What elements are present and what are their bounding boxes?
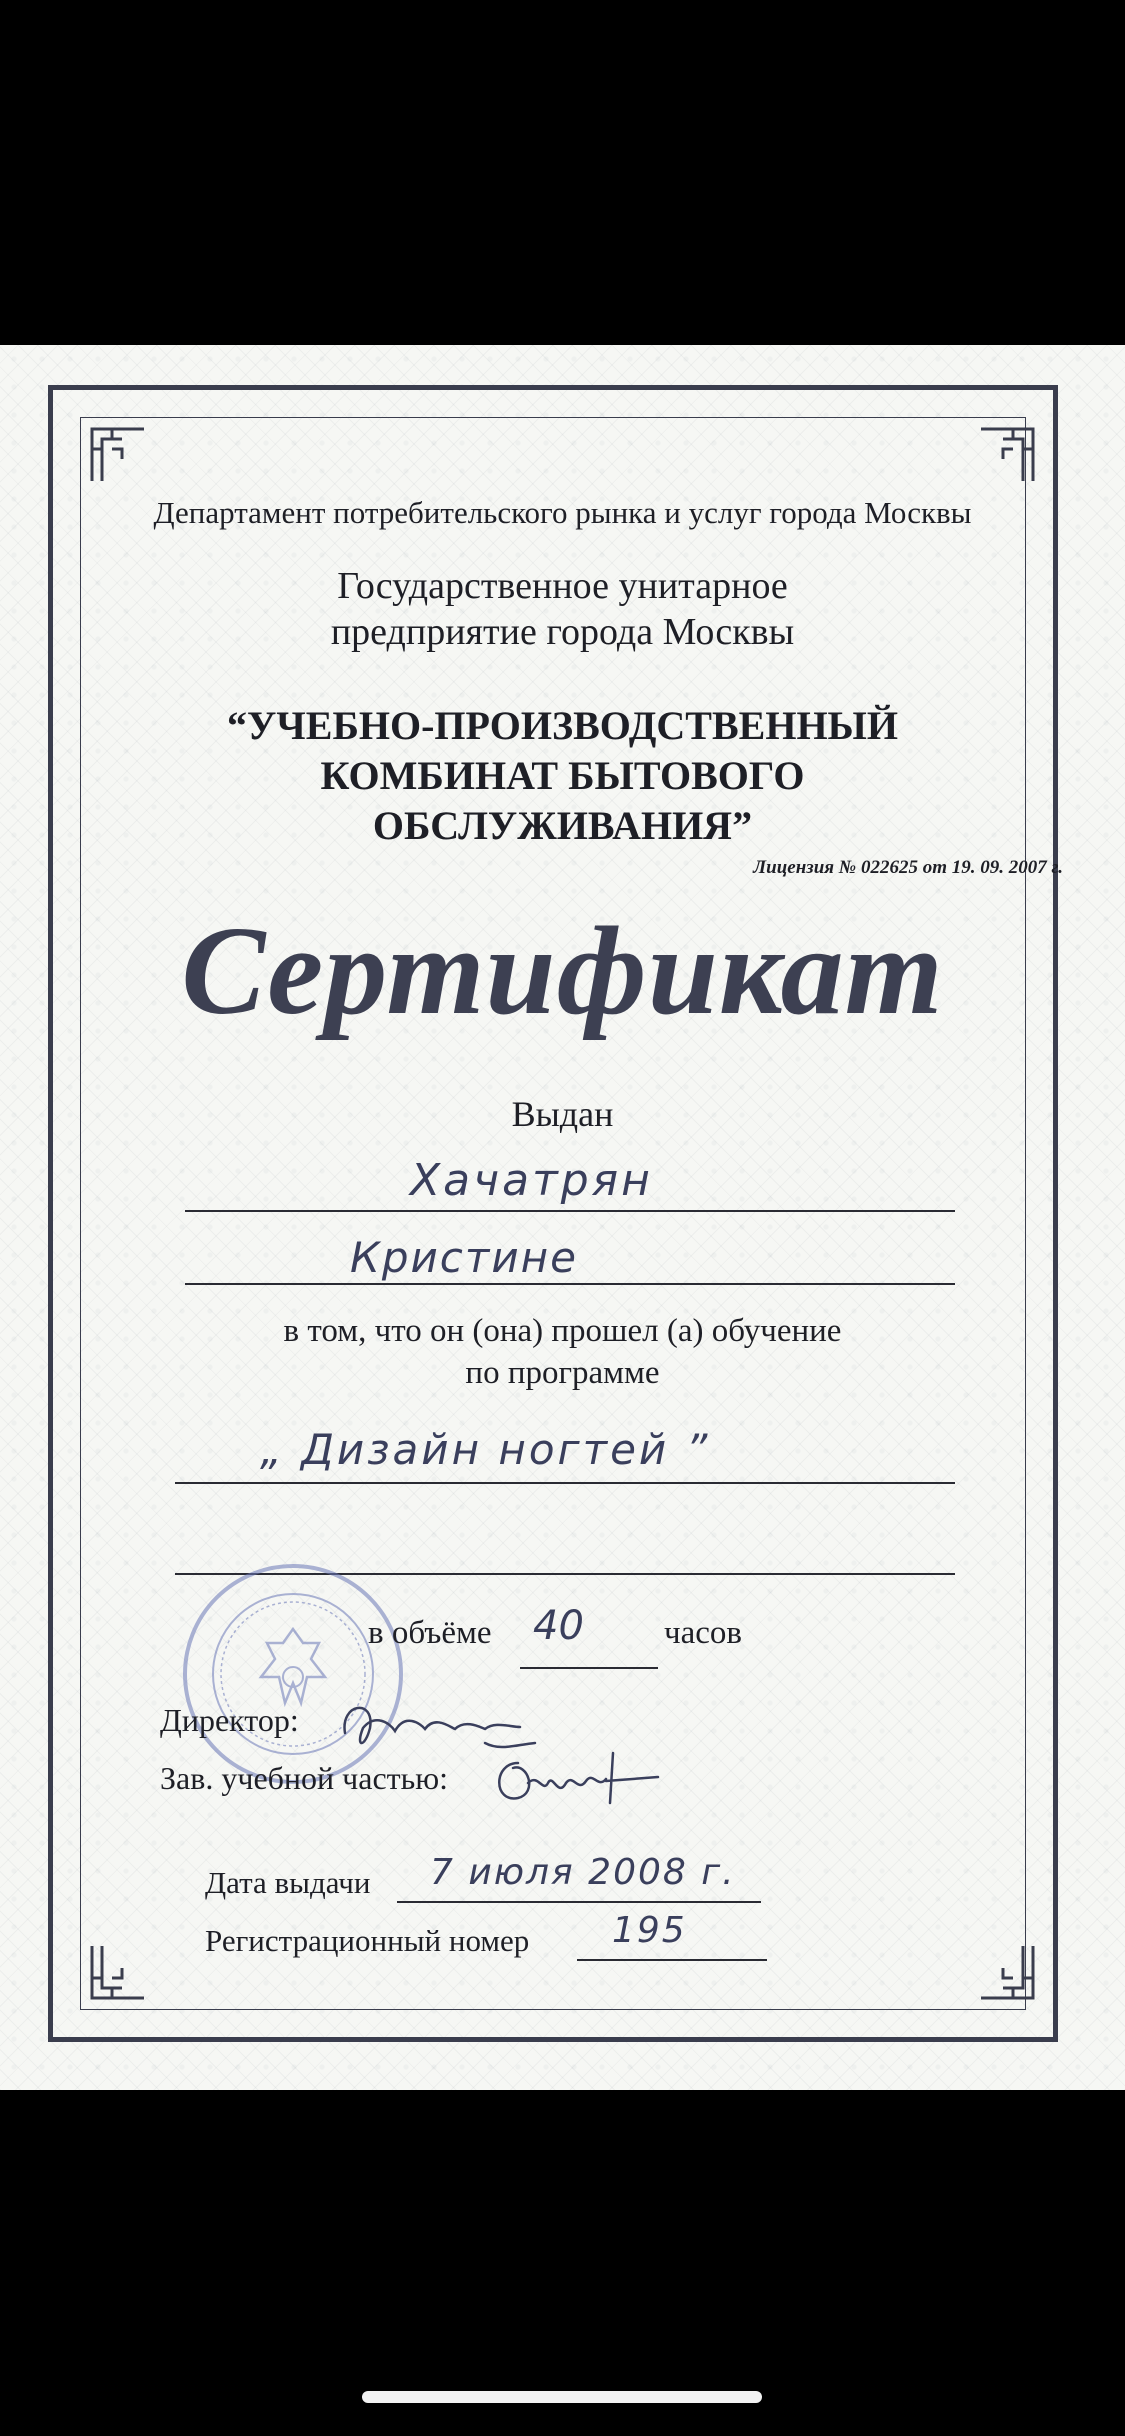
volume-label: в объёме [368, 1615, 492, 1651]
completion-statement [0, 1310, 1125, 1394]
organization-type-line2: предприятие города Москвы [330, 611, 795, 653]
completion-statement-line1: в том, что он (она) прошел (а) обучение [283, 1313, 842, 1349]
certificate-title: Сертификат [181, 902, 944, 1041]
first-name-underline [185, 1283, 955, 1285]
completion-statement-line2: по программе [465, 1355, 660, 1391]
corner-ornament-icon [88, 1942, 148, 2002]
organization-name [0, 701, 1125, 851]
registration-number-label: Регистрационный номер [205, 1923, 530, 1958]
corner-ornament-icon [88, 425, 148, 485]
hours-label: часов [664, 1615, 742, 1651]
corner-ornament-icon [977, 425, 1037, 485]
volume-value: 40 [533, 1603, 584, 1649]
organization-name-line2: КОМБИНАТ БЫТОВОГО [320, 753, 805, 798]
academic-head-signature [488, 1743, 678, 1828]
department-heading: Департамент потребительского рынка и услуг города Москвы [153, 495, 972, 530]
organization-name-line3: ОБСЛУЖИВАНИЯ” [372, 803, 753, 848]
director-label: Директор: [160, 1702, 299, 1738]
home-indicator[interactable] [362, 2391, 762, 2403]
registration-number-underline [577, 1959, 767, 1961]
organization-type-line1: Государственное унитарное [337, 565, 788, 607]
course-name: „ Дизайн ногтей ” [260, 1425, 711, 1474]
issued-label: Выдан [511, 1094, 614, 1134]
volume-underline [520, 1667, 658, 1669]
certificate-page [0, 345, 1125, 2090]
issue-date-label: Дата выдачи [205, 1865, 371, 1900]
issue-date-underline [397, 1901, 761, 1903]
organization-name-line1: “УЧЕБНО-ПРОИЗВОДСТВЕННЫЙ [227, 703, 898, 748]
surname-underline [185, 1210, 955, 1212]
issue-date-value: 7 июля 2008 г. [430, 1852, 736, 1893]
organization-type [0, 563, 1125, 655]
recipient-surname: Хачатрян [410, 1155, 653, 1206]
corner-ornament-icon [977, 1942, 1037, 2002]
recipient-first-name: Кристине [350, 1233, 578, 1282]
registration-number-value: 195 [612, 1910, 687, 1951]
license-number: Лицензия № 022625 от 19. 09. 2007 г. [753, 857, 1063, 878]
academic-head-label: Зав. учебной частью: [160, 1760, 449, 1796]
course-underline [175, 1482, 955, 1484]
